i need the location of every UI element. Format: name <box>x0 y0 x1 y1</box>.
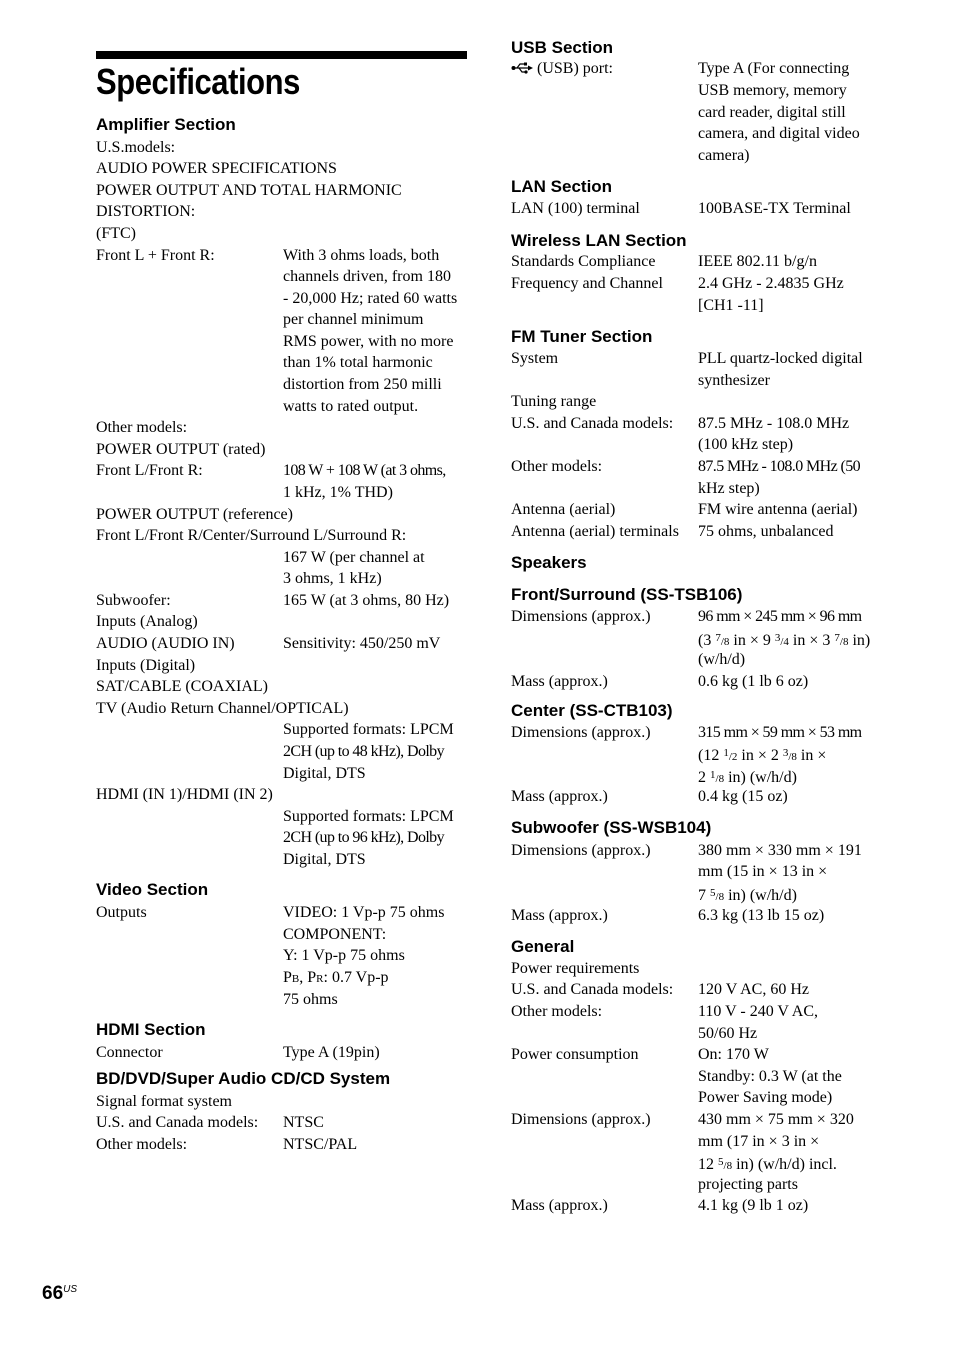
spec-label: AUDIO POWER SPECIFICATIONS <box>96 160 337 177</box>
spec-value: 120 V AC, 60 Hz <box>698 981 809 998</box>
spec-value: Power Saving mode) <box>698 1089 833 1106</box>
pr-subscript: R <box>316 973 324 985</box>
spec-value: 87.5 MHz - 108.0 MHz (50 <box>698 458 861 475</box>
spec-label: Subwoofer: <box>96 592 171 609</box>
spec-label: POWER OUTPUT (rated) <box>96 441 266 458</box>
page-number-value: 66 <box>42 1283 64 1304</box>
value-text: 12 <box>698 1156 718 1173</box>
spec-value: Supported formats: LPCM <box>283 721 454 738</box>
spec-label: Front L + Front R: <box>96 247 215 264</box>
spec-value: distortion from 250 milli <box>283 376 442 393</box>
spec-value: card reader, digital still <box>698 104 846 121</box>
value-text: in × 3 <box>788 632 835 649</box>
fraction-numerator: 3 <box>782 747 789 759</box>
spec-value: [CH1 -11] <box>698 297 764 314</box>
fraction-numerator: 7 <box>715 632 721 644</box>
fraction-slash: / <box>788 751 792 763</box>
spec-label: System <box>511 350 559 367</box>
fraction-denominator: 8 <box>842 636 849 648</box>
spec-value: 430 mm × 75 mm × 320 <box>698 1111 854 1128</box>
spec-value: per channel minimum <box>283 311 424 328</box>
spec-value: Digital, DTS <box>283 765 366 782</box>
fraction-denominator: 8 <box>718 773 725 785</box>
spec-value: FM wire antenna (aerial) <box>698 501 858 518</box>
spec-label: Mass (approx.) <box>511 788 608 805</box>
fraction-numerator: 5 <box>710 887 716 899</box>
spec-label: U.S. and Canada models: <box>511 981 674 998</box>
section-heading: Subwoofer (SS-WSB104) <box>511 818 712 837</box>
spec-label: POWER OUTPUT AND TOTAL HARMONIC <box>96 182 402 199</box>
section-heading: Video Section <box>96 880 209 899</box>
spec-value: synthesizer <box>698 372 770 389</box>
section-heading: FM Tuner Section <box>511 327 653 346</box>
spec-label: Other models: <box>96 1136 188 1153</box>
value-text: 2 <box>698 769 710 786</box>
fraction-denominator: 8 <box>791 751 797 763</box>
spec-label: Mass (approx.) <box>511 673 608 690</box>
spec-value: Type A (19pin) <box>283 1044 380 1061</box>
spec-label: Outputs <box>96 904 147 921</box>
spec-value: IEEE 802.11 b/g/n <box>698 253 817 270</box>
section-heading: General <box>511 937 575 956</box>
spec-value: mm (17 in × 3 in × <box>698 1133 820 1150</box>
spec-value: 6.3 kg (13 lb 15 oz) <box>698 907 825 924</box>
spec-label: Signal format system <box>96 1093 232 1110</box>
fraction-denominator: 8 <box>718 891 725 903</box>
title-rule <box>96 51 467 59</box>
spec-value: 100BASE-TX Terminal <box>698 200 851 217</box>
fraction-slash: / <box>728 751 732 763</box>
spec-value: 110 V - 240 V AC, <box>698 1003 819 1020</box>
value-text: (3 <box>698 632 716 649</box>
spec-value: USB memory, memory <box>698 82 847 99</box>
fraction-numerator: 5 <box>718 1156 724 1168</box>
usb-port-label: (USB) port: <box>533 60 613 77</box>
spec-label: Front L/Front R: <box>96 462 203 479</box>
spec-value: camera) <box>698 147 750 164</box>
spec-value: channels driven, from 180 <box>283 268 451 285</box>
spec-label: Other models: <box>96 419 188 436</box>
spec-label: HDMI (IN 1)/HDMI (IN 2) <box>96 786 273 803</box>
fraction-slash: / <box>720 636 724 648</box>
spec-value: Y: 1 Vp-p 75 ohms <box>283 947 405 964</box>
spec-value: Standby: 0.3 W (at the <box>698 1068 842 1085</box>
spec-label: Antenna (aerial) terminals <box>511 523 679 540</box>
spec-label <box>511 58 613 80</box>
spec-value-pbpr <box>283 967 389 991</box>
spec-value: camera, and digital video <box>698 125 860 142</box>
section-heading: LAN Section <box>511 177 613 196</box>
spec-value: Type A (For connecting <box>698 60 850 77</box>
spec-value: 4.1 kg (9 lb 1 oz) <box>698 1197 809 1214</box>
section-heading: Center (SS-CTB103) <box>511 701 673 720</box>
spec-label: LAN (100) terminal <box>511 200 640 217</box>
spec-value: 0.6 kg (1 lb 6 oz) <box>698 673 809 690</box>
spec-label: Dimensions (approx.) <box>511 608 651 625</box>
fraction-denominator: 4 <box>783 636 789 648</box>
spec-label: Inputs (Analog) <box>96 613 198 630</box>
spec-value: than 1% total harmonic <box>283 354 433 371</box>
spec-value: 75 ohms <box>283 991 338 1008</box>
spec-value: watts to rated output. <box>283 398 419 415</box>
spec-value: NTSC <box>283 1114 324 1131</box>
value-text: in × <box>796 747 827 764</box>
spec-value: COMPONENT: <box>283 926 387 943</box>
section-heading: USB Section <box>511 38 614 57</box>
spec-value: 2.4 GHz - 2.4835 GHz <box>698 275 844 292</box>
fraction-denominator: 2 <box>731 751 738 763</box>
value-text: 7 <box>698 887 710 904</box>
spec-value: 2CH (up to 48 kHz), Dolby <box>283 743 444 760</box>
spec-value: 96 mm × 245 mm × 96 mm <box>698 608 862 625</box>
spec-label: AUDIO (AUDIO IN) <box>96 635 235 652</box>
section-heading: Front/Surround (SS-TSB106) <box>511 585 743 604</box>
spec-label: SAT/CABLE (COAXIAL) <box>96 678 268 695</box>
fraction-denominator: 8 <box>723 636 730 648</box>
spec-value: 315 mm × 59 mm × 53 mm <box>698 724 862 741</box>
fraction-denominator: 8 <box>726 1160 733 1172</box>
spec-value: mm (15 in × 13 in × <box>698 863 828 880</box>
section-heading: BD/DVD/Super Audio CD/CD System <box>96 1069 391 1088</box>
spec-label: Mass (approx.) <box>511 907 608 924</box>
spec-value: Digital, DTS <box>283 851 366 868</box>
spec-value: projecting parts <box>698 1176 798 1193</box>
spec-label: DISTORTION: <box>96 203 196 220</box>
spec-value: On: 170 W <box>698 1046 769 1063</box>
page-number <box>42 1283 77 1305</box>
spec-value: (w/h/d) <box>698 651 746 668</box>
value-text: in) (w/h/d) <box>724 769 797 786</box>
spec-label: Other models: <box>511 458 603 475</box>
fraction-slash: / <box>839 636 843 648</box>
spec-value: NTSC/PAL <box>283 1136 358 1153</box>
spec-value: 380 mm × 330 mm × 191 <box>698 842 862 859</box>
spec-label: Inputs (Digital) <box>96 657 196 674</box>
spec-label: Connector <box>96 1044 163 1061</box>
spec-label: Dimensions (approx.) <box>511 724 651 741</box>
pr-letter: , P <box>299 969 317 986</box>
spec-value: Supported formats: LPCM <box>283 808 454 825</box>
section-heading: Speakers <box>511 553 587 572</box>
fraction-numerator: 1 <box>710 769 716 781</box>
spec-value: 1 kHz, 1% THD) <box>283 484 393 501</box>
spec-label: Power requirements <box>511 960 640 977</box>
pb-subscript: B <box>291 973 300 985</box>
spec-label: U.S. and Canada models: <box>96 1114 259 1131</box>
spec-label: (FTC) <box>96 225 136 242</box>
spec-label: U.S. and Canada models: <box>511 415 674 432</box>
page-title: Specifications <box>96 61 300 102</box>
spec-value: Sensitivity: 450/250 mV <box>283 635 441 652</box>
spec-label: Dimensions (approx.) <box>511 842 651 859</box>
spec-value: 2CH (up to 96 kHz), Dolby <box>283 829 444 846</box>
spec-value: 165 W (at 3 ohms, 80 Hz) <box>283 592 450 609</box>
spec-value: 108 W + 108 W (at 3 ohms, <box>283 462 446 479</box>
spec-value: 50/60 Hz <box>698 1025 758 1042</box>
page-number-suffix: US <box>63 1284 78 1295</box>
value-text: in × 9 <box>729 632 775 649</box>
spec-label: TV (Audio Return Channel/OPTICAL) <box>96 700 349 717</box>
section-heading: Amplifier Section <box>96 115 236 134</box>
spec-value: 0.4 kg (15 oz) <box>698 788 788 805</box>
spec-label: Standards Compliance <box>511 253 656 270</box>
value-text: in × 2 <box>737 747 783 764</box>
value-text: in) <box>848 632 871 649</box>
fraction-slash: / <box>723 1160 727 1172</box>
section-heading: HDMI Section <box>96 1020 206 1039</box>
fraction-slash: / <box>780 636 784 648</box>
spec-label: Front L/Front R/Center/Surround L/Surround R: <box>96 527 407 544</box>
value-text: (12 <box>698 747 724 764</box>
value-text: in) (w/h/d) <box>724 887 797 904</box>
spec-label: U.S.models: <box>96 139 176 156</box>
fraction-numerator: 3 <box>774 632 781 644</box>
fraction-slash: / <box>715 891 719 903</box>
spec-label: Tuning range <box>511 393 597 410</box>
spec-value: (100 kHz step) <box>698 436 794 453</box>
spec-value: 75 ohms, unbalanced <box>698 523 834 540</box>
spec-value: - 20,000 Hz; rated 60 watts <box>283 290 458 307</box>
spec-value: 3 ohms, 1 kHz) <box>283 570 382 587</box>
spec-value: kHz step) <box>698 480 760 497</box>
fraction-numerator: 1 <box>723 747 729 759</box>
fraction-slash: / <box>715 773 719 785</box>
value-text: in) (w/h/d) incl. <box>732 1156 837 1173</box>
spec-label: Antenna (aerial) <box>511 501 616 518</box>
section-heading: Wireless LAN Section <box>511 231 687 250</box>
spec-label: POWER OUTPUT (reference) <box>96 506 293 523</box>
pb-letter: P <box>283 969 292 986</box>
spec-value: VIDEO: 1 Vp-p 75 ohms <box>283 904 445 921</box>
spec-label: Power consumption <box>511 1046 639 1063</box>
spec-value: With 3 ohms loads, both <box>283 247 440 264</box>
spec-label: Other models: <box>511 1003 603 1020</box>
fraction-numerator: 7 <box>834 632 840 644</box>
spec-value: RMS power, with no more <box>283 333 454 350</box>
spec-label: Frequency and Channel <box>511 275 663 292</box>
usb-icon <box>511 62 533 74</box>
spec-label: Mass (approx.) <box>511 1197 608 1214</box>
spec-value: PLL quartz-locked digital <box>698 350 863 367</box>
pbpr-value: : 0.7 Vp-p <box>323 969 389 986</box>
spec-label: Dimensions (approx.) <box>511 1111 651 1128</box>
spec-value: 87.5 MHz - 108.0 MHz <box>698 415 850 432</box>
spec-value: 167 W (per channel at <box>283 549 425 566</box>
